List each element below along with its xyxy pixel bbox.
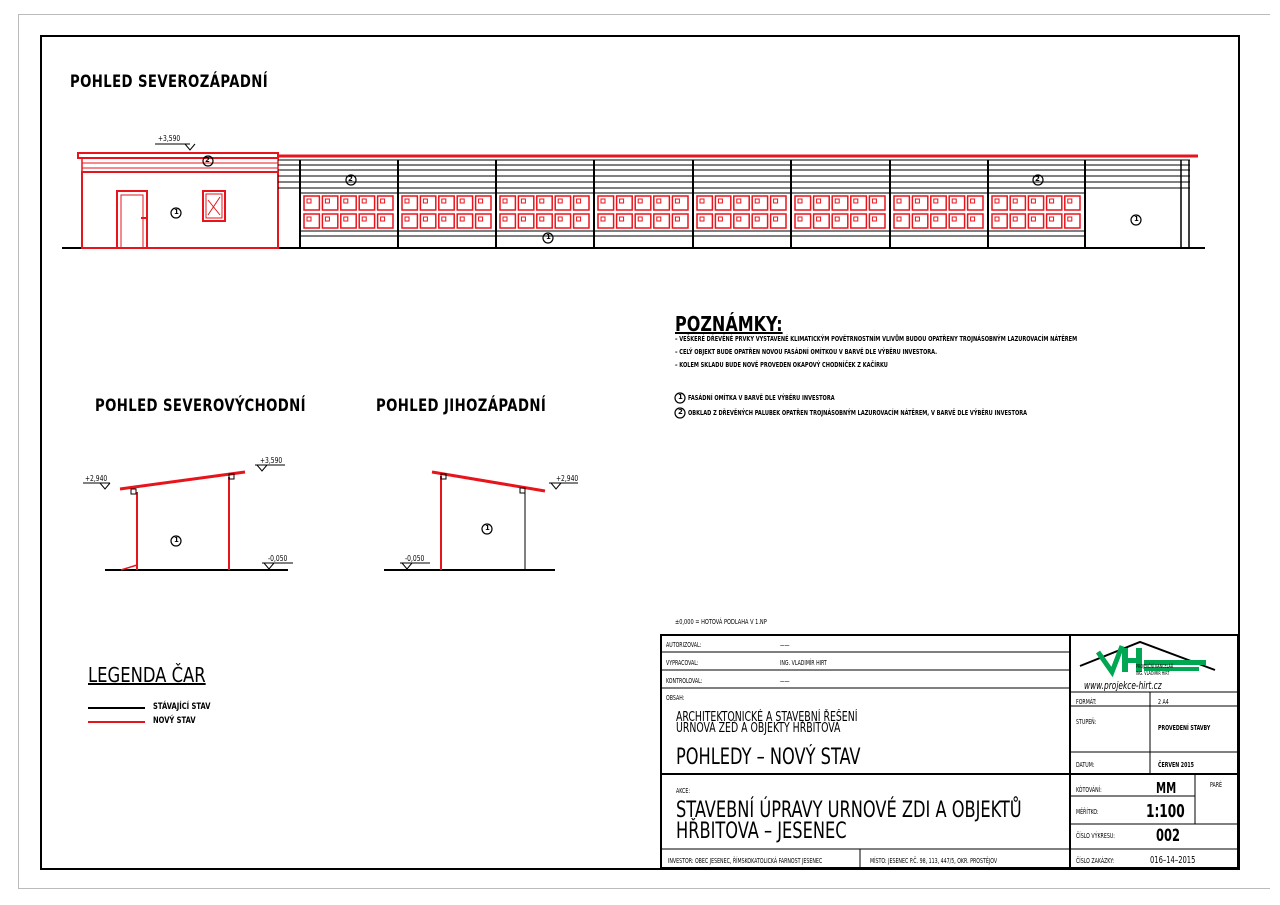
- urn-niche-plate: [601, 199, 605, 203]
- urn-niche: [814, 196, 830, 210]
- vypracoval-value: ING. VLADIMÍR HIRT: [780, 659, 827, 667]
- urn-niche-plate: [737, 199, 741, 203]
- urn-niche: [439, 214, 454, 228]
- urn-niche-plate: [325, 199, 329, 203]
- urn-niche-plate: [700, 199, 704, 203]
- logo-text-2: ING. VLADIMÍR HIRT: [1136, 671, 1170, 677]
- urn-niche: [574, 196, 589, 210]
- urn-niche-plate: [835, 199, 839, 203]
- marker-2: 2: [1035, 175, 1040, 183]
- investor: INVESTOR: OBEC JESENEC, ŘÍMSKOKATOLICKÁ FARNOST JESENEC: [668, 857, 823, 865]
- obsah-line-2: URNOVÁ ZEĎ A OBJEKTY HŘBITOVA: [676, 721, 841, 736]
- urn-niche: [697, 214, 712, 228]
- obsah-line-1: ARCHITEKTONICKÉ A STAVEBNÍ ŘEŠENÍ: [676, 710, 858, 725]
- cislo-zakazky-value: 016–14–2015: [1150, 855, 1196, 866]
- vypracoval-label: VYPRACOVAL:: [666, 659, 699, 667]
- urn-niche-plate: [872, 199, 876, 203]
- autorizoval-label: AUTORIZOVAL:: [666, 641, 702, 649]
- note-legend-1: FASÁDNÍ OMÍTKA V BARVĚ DLE VÝBĚRU INVESTORA: [688, 394, 835, 402]
- urn-niche: [555, 196, 570, 210]
- note-item: – VEŠKERÉ DŘEVĚNÉ PRVKY VYSTAVENÉ KLIMATICKÝM POVĚTRNOSTNÍM VLIVŮM BUDOU OPATŘENY TROJNÁSOBNÝM LAZUROVACÍM NÁTĚREM: [675, 335, 1078, 343]
- urn-niche: [832, 214, 848, 228]
- kotovani-value: MM: [1156, 779, 1177, 797]
- datum-label: DATUM:: [1076, 761, 1095, 769]
- urn-niche-plate: [835, 217, 839, 221]
- urn-niche: [1065, 214, 1080, 228]
- urn-niche: [500, 196, 515, 210]
- urn-niche: [968, 214, 983, 228]
- urn-niche: [500, 214, 515, 228]
- urn-niche-plate: [503, 217, 507, 221]
- urn-niche-plate: [558, 217, 562, 221]
- urn-niche: [574, 214, 589, 228]
- stupen-label: STUPEŇ:: [1076, 718, 1097, 726]
- kontroloval-value: ——: [780, 677, 790, 685]
- cislo-vykresu-label: ČÍSLO VÝKRESU:: [1076, 832, 1115, 840]
- urn-niche: [734, 214, 749, 228]
- urn-niche-plate: [405, 217, 409, 221]
- urn-niche: [931, 214, 946, 228]
- meritko-label: MĚŘÍTKO:: [1076, 808, 1099, 816]
- stupen-value: PROVEDENÍ STAVBY: [1158, 724, 1211, 732]
- urn-niche-plate: [755, 217, 759, 221]
- kotovani-label: KÓTOVÁNÍ:: [1076, 786, 1102, 794]
- urn-niche-plate: [479, 199, 483, 203]
- meritko-value: 1:100: [1146, 801, 1185, 822]
- marker-2: 2: [205, 156, 210, 164]
- urn-niche: [894, 214, 909, 228]
- urn-niche-plate: [344, 199, 348, 203]
- urn-niche: [617, 196, 633, 210]
- urn-niche-plate: [675, 217, 679, 221]
- urn-niche-plate: [638, 199, 642, 203]
- urn-niche-plate: [442, 217, 446, 221]
- urn-niche: [672, 214, 688, 228]
- urn-niche-plate: [325, 217, 329, 221]
- urn-niche: [1047, 214, 1062, 228]
- urn-niche: [771, 196, 786, 210]
- ne-elevation: [83, 465, 293, 570]
- urn-niche: [341, 214, 356, 228]
- urn-niche-plate: [817, 199, 821, 203]
- note-legend-2: OBKLAD Z DŘEVĚNÝCH PALUBEK OPATŘEN TROJNÁSOBNÝM LAZUROVACÍM NÁTĚREM, V BARVĚ DLE VÝBĚRU INVESTORA: [688, 409, 1028, 417]
- urn-niche-plate: [423, 199, 427, 203]
- urn-niche-plate: [995, 217, 999, 221]
- urn-niche: [752, 196, 767, 210]
- urn-niche: [359, 214, 374, 228]
- urn-niche: [869, 196, 885, 210]
- urn-niche-plate: [1031, 217, 1035, 221]
- drawing-title: POHLEDY – NOVÝ STAV: [676, 745, 861, 770]
- urn-niche: [359, 196, 374, 210]
- urn-niche: [537, 214, 552, 228]
- urn-niche-plate: [700, 217, 704, 221]
- heading-sw-view: POHLED JIHOZÁPADNÍ: [376, 396, 547, 416]
- urn-niche-plate: [540, 217, 544, 221]
- urn-niche-plate: [915, 199, 919, 203]
- urn-niche: [439, 196, 454, 210]
- urn-niche: [851, 196, 867, 210]
- dim-label: +2,940: [556, 474, 579, 483]
- urn-niche: [1010, 196, 1025, 210]
- urn-niche: [1047, 196, 1062, 210]
- urn-niche-plate: [620, 217, 624, 221]
- urn-niche: [322, 196, 337, 210]
- heading-nw-view: POHLED SEVEROZÁPADNÍ: [70, 72, 269, 92]
- format-label: FORMÁT:: [1076, 698, 1097, 706]
- urn-niche: [771, 214, 786, 228]
- akce-line-1: STAVEBNÍ ÚPRAVY URNOVÉ ZDI A OBJEKTŮ: [676, 798, 1022, 823]
- marker-1: 1: [174, 536, 179, 544]
- marker-1: 1: [485, 524, 490, 532]
- urn-niche: [378, 196, 393, 210]
- legend-existing-label: STÁVAJÍCÍ STAV: [153, 702, 211, 712]
- urn-niche: [402, 214, 417, 228]
- note-item: – KOLEM SKLADU BUDE NOVĚ PROVEDEN OKAPOVÝ CHODNÍČEK Z KAČÍRKU: [675, 361, 888, 369]
- urn-niche-plate: [1068, 199, 1072, 203]
- urn-niche: [1065, 196, 1080, 210]
- marker-1: 1: [678, 393, 683, 401]
- akce-label: AKCE:: [676, 787, 690, 795]
- urn-niche-plate: [344, 217, 348, 221]
- dim-label: -0,050: [405, 554, 425, 563]
- logo-text-1: PROJEKČNÍ KANCELÁŘ: [1136, 664, 1174, 670]
- urn-niche: [734, 196, 749, 210]
- urn-niche-plate: [952, 217, 956, 221]
- urn-niche: [715, 214, 730, 228]
- note-item: – CELÝ OBJEKT BUDE OPATŘEN NOVOU FASÁDNÍ OMÍTKOU V BARVĚ DLE VÝBĚRU INVESTORA.: [675, 348, 938, 356]
- urn-niche: [654, 214, 670, 228]
- urn-niche: [476, 214, 491, 228]
- legend-title: LEGENDA ČAR: [88, 663, 206, 687]
- urn-niche: [341, 196, 356, 210]
- kontroloval-label: KONTROLOVAL:: [666, 677, 703, 685]
- urn-niche-plate: [638, 217, 642, 221]
- cislo-vykresu-value: 002: [1156, 826, 1180, 846]
- urn-niche: [814, 214, 830, 228]
- urn-niche-plate: [854, 199, 858, 203]
- dim-label: -0,050: [268, 554, 288, 563]
- urn-niche-plate: [307, 217, 311, 221]
- marker-2: 2: [678, 408, 683, 416]
- urn-niche: [598, 196, 614, 210]
- urn-niche: [752, 214, 767, 228]
- urn-niche-plate: [1031, 199, 1035, 203]
- urn-niche-plate: [405, 199, 409, 203]
- urn-niche: [968, 196, 983, 210]
- urn-niche: [537, 196, 552, 210]
- obsah-label: OBSAH:: [666, 694, 685, 702]
- urn-niche-plate: [362, 199, 366, 203]
- urn-niche: [992, 196, 1007, 210]
- urn-niche-plate: [307, 199, 311, 203]
- urn-niche: [869, 214, 885, 228]
- urn-niche-plate: [798, 199, 802, 203]
- urn-niche: [555, 214, 570, 228]
- urn-niche-plate: [915, 217, 919, 221]
- urn-niche: [1028, 196, 1043, 210]
- urn-niche-plate: [601, 217, 605, 221]
- urn-niche-plate: [503, 199, 507, 203]
- urn-niche-plate: [675, 199, 679, 203]
- urn-niche: [949, 214, 964, 228]
- zero-level-note: ±0,000 = HOTOVÁ PODLAHA V 1.NP: [675, 618, 767, 626]
- notes-title: POZNÁMKY:: [675, 312, 783, 336]
- urn-niche-plate: [521, 199, 525, 203]
- urn-niche-plate: [381, 217, 385, 221]
- urn-niche: [715, 196, 730, 210]
- urn-niche-plate: [971, 217, 975, 221]
- urn-niche-plate: [718, 199, 722, 203]
- urn-niche: [1028, 214, 1043, 228]
- datum-value: ČERVEN 2015: [1158, 761, 1194, 769]
- urn-niche: [518, 196, 533, 210]
- nw-elevation: [62, 144, 1205, 248]
- urn-niche-plate: [872, 217, 876, 221]
- urn-niche-plate: [952, 199, 956, 203]
- urn-wall: [278, 156, 1198, 248]
- urn-niche-plate: [718, 217, 722, 221]
- urn-niche: [420, 214, 435, 228]
- urn-niche-plate: [558, 199, 562, 203]
- urn-niche-plate: [798, 217, 802, 221]
- urn-niche-plate: [1068, 217, 1072, 221]
- urn-niche: [420, 196, 435, 210]
- urn-niche-plate: [897, 199, 901, 203]
- urn-niche-plate: [577, 199, 581, 203]
- urn-niche: [894, 196, 909, 210]
- urn-niche-plate: [540, 199, 544, 203]
- urn-niche-plate: [442, 199, 446, 203]
- urn-niche: [832, 196, 848, 210]
- logo-url: www.projekce-hirt.cz: [1084, 679, 1162, 692]
- urn-niche: [518, 214, 533, 228]
- urn-niche-plate: [362, 217, 366, 221]
- urn-niche-plate: [755, 199, 759, 203]
- format-value: 2 A4: [1158, 698, 1169, 706]
- urn-niche: [635, 214, 651, 228]
- urn-niche: [476, 196, 491, 210]
- marker-1: 1: [1134, 215, 1139, 223]
- urn-niche-plate: [854, 217, 858, 221]
- urn-niche-plate: [620, 199, 624, 203]
- urn-niche-plate: [774, 199, 778, 203]
- urn-niche-plate: [737, 217, 741, 221]
- urn-niche-plate: [1013, 199, 1017, 203]
- dim-label: +2,940: [85, 474, 108, 483]
- urn-niche-plate: [1013, 217, 1017, 221]
- urn-niche-plate: [897, 217, 901, 221]
- urn-niche-plate: [381, 199, 385, 203]
- urn-niche-plate: [577, 217, 581, 221]
- urn-niche: [795, 214, 811, 228]
- urn-niche-plate: [657, 217, 661, 221]
- heading-ne-view: POHLED SEVEROVÝCHODNÍ: [95, 396, 307, 416]
- urn-niche-plate: [995, 199, 999, 203]
- urn-niche: [598, 214, 614, 228]
- urn-niche: [304, 196, 319, 210]
- urn-niche: [992, 214, 1007, 228]
- urn-niche: [402, 196, 417, 210]
- urn-niche-plate: [934, 199, 938, 203]
- legend-new-label: NOVÝ STAV: [153, 716, 196, 726]
- urn-niche: [931, 196, 946, 210]
- urn-niche: [672, 196, 688, 210]
- urn-niche: [912, 196, 927, 210]
- urn-niche-plate: [817, 217, 821, 221]
- pare-label: PARÉ: [1210, 781, 1223, 789]
- urn-niche-plate: [657, 199, 661, 203]
- urn-niche: [654, 196, 670, 210]
- urn-niche: [851, 214, 867, 228]
- akce-line-2: HŘBITOVA – JESENEC: [676, 819, 847, 844]
- title-block: [660, 634, 1240, 870]
- urn-niche: [635, 196, 651, 210]
- urn-niche: [617, 214, 633, 228]
- urn-niche: [1010, 214, 1025, 228]
- urn-niche-plate: [971, 199, 975, 203]
- urn-niche-plate: [1050, 217, 1054, 221]
- urn-niche-plate: [479, 217, 483, 221]
- urn-niche: [304, 214, 319, 228]
- urn-niche: [457, 196, 472, 210]
- autorizoval-value: ——: [780, 641, 790, 649]
- urn-niche: [378, 214, 393, 228]
- urn-niche: [949, 196, 964, 210]
- storage-building: [78, 153, 278, 248]
- dim-label: +3,590: [260, 456, 283, 465]
- urn-niche-plate: [521, 217, 525, 221]
- misto: MÍSTO: JESENEC P.Č. 98, 113, 447/5, OKR. PROSTĚJOV: [870, 857, 998, 865]
- urn-niche: [457, 214, 472, 228]
- urn-niche: [795, 196, 811, 210]
- cislo-zakazky-label: ČÍSLO ZAKÁZKY:: [1076, 857, 1114, 865]
- urn-niche-plate: [1050, 199, 1054, 203]
- urn-niche: [912, 214, 927, 228]
- dim-label: +3,590: [158, 134, 181, 143]
- urn-niche-plate: [460, 217, 464, 221]
- marker-1: 1: [546, 233, 551, 241]
- urn-niche-plate: [423, 217, 427, 221]
- marker-2: 2: [348, 175, 353, 183]
- marker-1: 1: [174, 208, 179, 216]
- urn-niche-plate: [774, 217, 778, 221]
- urn-niche: [322, 214, 337, 228]
- urn-niche: [697, 196, 712, 210]
- urn-niche-plate: [460, 199, 464, 203]
- urn-niche-plate: [934, 217, 938, 221]
